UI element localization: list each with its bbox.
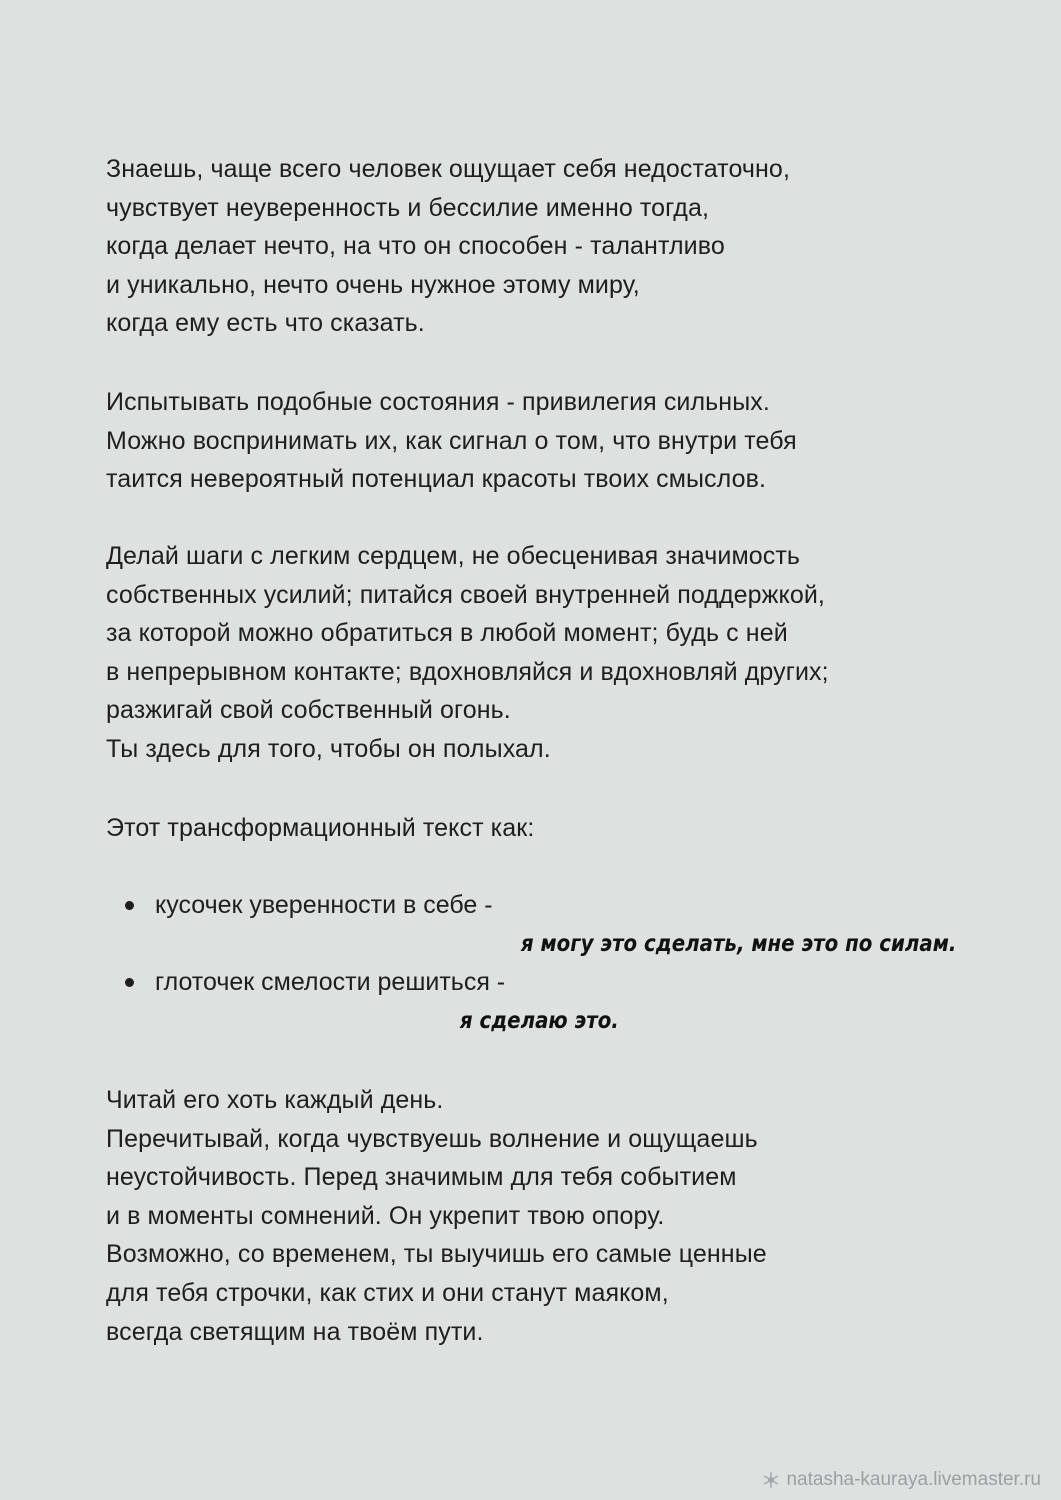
text-line: и уникально, нечто очень нужное этому миру,: [106, 270, 640, 299]
text-line: в непрерывном контакте; вдохновляйся и вдохновляй других;: [106, 657, 829, 686]
text-line: Делай шаги с легким сердцем, не обесценивая значимость: [106, 542, 801, 570]
text-line: неустойчивость. Перед значимым для тебя событием: [106, 1163, 737, 1192]
text-line: Этот трансформационный текст как:: [106, 814, 535, 842]
bullet-text: глоточек смелости решиться -: [155, 968, 506, 996]
list-item: [106, 963, 966, 1002]
watermark-text: natasha-kauraya.livemaster.ru: [786, 1469, 1041, 1490]
bullet-emphasis-2: я сделаю это.: [460, 1008, 619, 1034]
closing-paragraph: [106, 1081, 767, 1351]
text-line: всегда светящим на твоём пути.: [106, 1317, 484, 1346]
text-line: чувствует неуверенность и бессилие именно тогда,: [106, 193, 710, 222]
bullet-text: кусочек уверенности в себе -: [155, 891, 493, 919]
text-line: для тебя строчки, как стих и они станут маяком,: [106, 1278, 669, 1307]
text-line: когда ему есть что сказать.: [106, 309, 425, 338]
text-line: Знаешь, чаще всего человек ощущает себя недостаточно,: [106, 155, 790, 183]
bullet-dot-icon: [125, 978, 134, 987]
bullet-dot-icon: [125, 901, 134, 910]
text-line: Возможно, со временем, ты выучишь его самые ценные: [106, 1240, 767, 1269]
paragraph-2: [106, 383, 797, 499]
text-line: Испытывать подобные состояния - привилегия сильных.: [106, 388, 770, 416]
bullet-list-item-2: [106, 963, 966, 1002]
text-line: Читай его хоть каждый день.: [106, 1086, 444, 1114]
text-line: Ты здесь для того, чтобы он полыхал.: [106, 734, 551, 763]
text-line: и в моменты сомнений. Он укрепит твою опору.: [106, 1201, 665, 1230]
text-line: разжигай свой собственный огонь.: [106, 696, 511, 725]
text-line: за которой можно обратиться в любой момент; будь с ней: [106, 619, 788, 648]
bullet-list-item-1: [106, 886, 966, 925]
snowflake-logo-icon: [762, 1471, 780, 1489]
text-line: таится невероятный потенциал красоты твоих смыслов.: [106, 465, 767, 494]
text-line: Можно воспринимать их, как сигнал о том, что внутри тебя: [106, 426, 797, 455]
paragraph-1: [106, 150, 790, 343]
watermark-footer: [762, 1462, 1041, 1498]
text-line: Перечитывай, когда чувствуешь волнение и ощущаешь: [106, 1124, 758, 1153]
text-line: собственных усилий; питайся своей внутренней поддержкой,: [106, 580, 825, 609]
paragraph-3: [106, 537, 829, 769]
paragraph-4: [106, 809, 534, 848]
text-line: когда делает нечто, на что он способен - талантливо: [106, 232, 725, 261]
bullet-emphasis-1: я могу это сделать, мне это по силам.: [520, 931, 956, 957]
list-item: [106, 886, 966, 925]
